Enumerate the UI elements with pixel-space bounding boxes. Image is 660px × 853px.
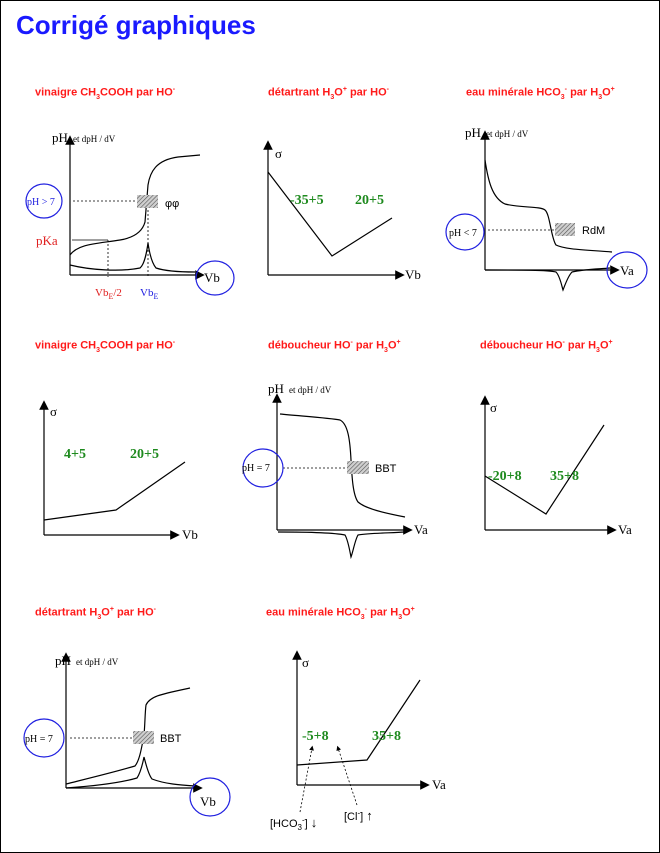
slope-before: -20+8 xyxy=(488,469,522,484)
slope-after: 35+8 xyxy=(550,469,579,484)
panel-vinaigre-ph xyxy=(26,130,234,301)
indicator-zone xyxy=(133,731,154,744)
cl-arrow xyxy=(338,748,357,805)
panel-eau-minerale-ph xyxy=(446,125,647,290)
panel-detartrant-ph xyxy=(24,653,230,816)
conductivity-curve xyxy=(44,462,185,520)
indicator-zone xyxy=(555,223,575,236)
indicator-label: BBT xyxy=(375,463,397,475)
panel-title-vinaigre-1: vinaigre $CH_3COOH$ par HO- xyxy=(35,86,176,101)
indicator-zone xyxy=(137,195,158,208)
derivative-curve xyxy=(485,268,610,290)
x-axis-label: Va xyxy=(432,777,446,792)
indicator-zone xyxy=(347,461,369,474)
x-axis-label: Vb xyxy=(204,270,220,285)
y-axis-label: σ xyxy=(275,146,283,161)
panel-eau-minerale-conductivity xyxy=(297,655,446,812)
conductivity-curve xyxy=(268,172,392,256)
indicator-label: BBT xyxy=(160,733,182,745)
y-axis-label: pH xyxy=(465,125,481,140)
panel-title-eau-minerale-2: eau minérale $HCO_3^-$ par $H_3O^+$ xyxy=(266,606,415,621)
x-axis-label: Va xyxy=(618,522,632,537)
slope-after: 35+8 xyxy=(372,729,401,744)
indicator-label: RdM xyxy=(582,225,606,237)
panel-title-deboucheur-1: déboucheur HO- par $H_3O^+$ xyxy=(268,339,401,354)
hco3-arrow xyxy=(300,748,312,812)
y-axis-label: σ xyxy=(50,404,58,419)
ph-circle-label: pH > 7 xyxy=(27,197,55,208)
y-axis-label: pH xyxy=(55,653,71,668)
derivative-curve xyxy=(66,757,195,788)
ph-circle-label: pH < 7 xyxy=(449,228,477,239)
panel-detartrant-conductivity xyxy=(268,145,421,282)
panel-title-detartrant-1: détartrant $H_3O^+$ par HO- xyxy=(268,86,389,101)
y-axis-label-2: et dpH / dV xyxy=(76,657,119,667)
slope-before: -35+5 xyxy=(290,193,324,208)
y-axis-label-2: et dpH / dV xyxy=(486,129,529,139)
tick-vbe: $Vb_E$ xyxy=(140,287,159,301)
derivative-curve xyxy=(70,243,195,272)
pka-label: pKa xyxy=(36,233,58,248)
slope-before: -5+8 xyxy=(302,729,329,744)
x-axis-label: Va xyxy=(620,263,634,278)
panel-deboucheur-ph xyxy=(242,381,428,557)
panel-title-detartrant-2: détartrant $H_3O^+$ par HO- xyxy=(35,606,156,621)
panel-title-eau-minerale-1: eau minérale $HCO_3^-$ par $H_3O^+$ xyxy=(466,86,615,101)
y-axis-label-2: et dpH / dV xyxy=(289,385,332,395)
slope-after: 20+5 xyxy=(130,447,159,462)
panel-vinaigre-conductivity xyxy=(44,404,198,542)
x-axis-label: Vb xyxy=(200,794,216,809)
tick-vbe-half: $Vb_E/2$ xyxy=(95,287,122,301)
y-axis-label: σ xyxy=(302,655,310,670)
y-axis-label: pH xyxy=(52,130,68,145)
indicator-label: φφ xyxy=(165,198,180,210)
ph-curve xyxy=(485,160,612,252)
hco3-note: $[HCO_3^-]$ ↓ xyxy=(270,815,318,833)
y-axis-label-2: et dpH / dV xyxy=(73,134,116,144)
x-axis-label: Vb xyxy=(405,267,421,282)
panel-deboucheur-conductivity xyxy=(485,400,632,537)
slope-before: 4+5 xyxy=(64,447,86,462)
ph-circle-label: pH = 7 xyxy=(25,734,53,745)
ph-circle-label: pH = 7 xyxy=(242,463,270,474)
panel-title-deboucheur-2: déboucheur HO- par $H_3O^+$ xyxy=(480,339,613,354)
x-axis-label: Va xyxy=(414,522,428,537)
y-axis-label: σ xyxy=(490,400,498,415)
page-title: Corrigé graphiques xyxy=(16,10,256,40)
slope-after: 20+5 xyxy=(355,193,384,208)
cl-note: [Cl-] ↑ xyxy=(344,808,373,823)
conductivity-curve xyxy=(297,680,420,765)
derivative-curve xyxy=(278,532,405,557)
y-axis-label: pH xyxy=(268,381,284,396)
panel-title-vinaigre-2: vinaigre $CH_3COOH$ par HO- xyxy=(35,339,176,354)
x-axis-label: Vb xyxy=(182,527,198,542)
